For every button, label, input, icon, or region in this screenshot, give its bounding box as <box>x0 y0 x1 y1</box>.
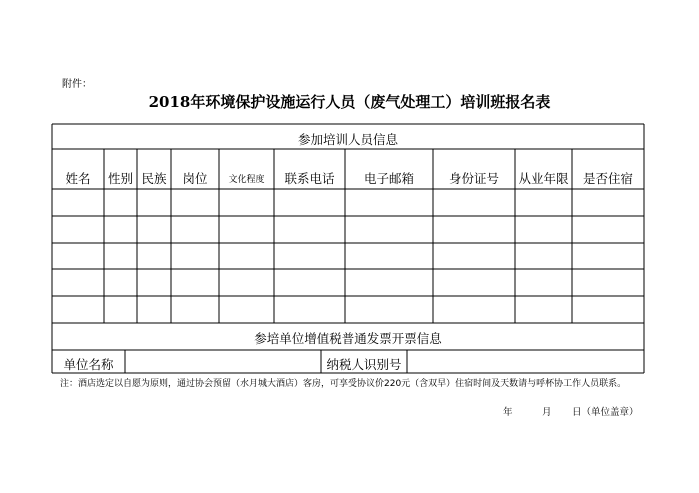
section-participants-header: 参加培训人员信息 <box>297 132 398 147</box>
col-header-years: 从业年限 <box>518 171 569 186</box>
col-header-position: 岗位 <box>182 171 208 186</box>
col-header-lodging: 是否住宿 <box>582 171 633 186</box>
form-title: 2018年环境保护设施运行人员（废气处理工）培训班报名表 <box>148 93 551 111</box>
col-header-id-number: 身份证号 <box>448 171 499 186</box>
col-header-gender: 性别 <box>107 171 133 186</box>
date-day-seal: 日（单位盖章） <box>572 407 639 418</box>
section-invoice-header: 参培单位增值税普通发票开票信息 <box>254 331 442 346</box>
col-header-phone: 联系电话 <box>284 171 335 186</box>
date-year: 年 <box>503 407 513 418</box>
col-header-name: 姓名 <box>65 171 91 186</box>
attachment-label: 附件： <box>62 79 92 90</box>
unit-name-label: 单位名称 <box>63 357 114 372</box>
col-header-ethnicity: 民族 <box>141 171 167 186</box>
footnote: 注：酒店选定以自愿为原则，通过协会预留（水月城大酒店）客房，可享受协议价220元（含双早）住宿时间及天数请与呼杯协工作人员联系。 <box>60 379 627 389</box>
tax-id-label: 纳税人识别号 <box>326 357 402 372</box>
date-month: 月 <box>542 407 552 418</box>
col-header-email: 电子邮箱 <box>363 171 414 186</box>
col-header-education: 文化程度 <box>228 175 265 185</box>
